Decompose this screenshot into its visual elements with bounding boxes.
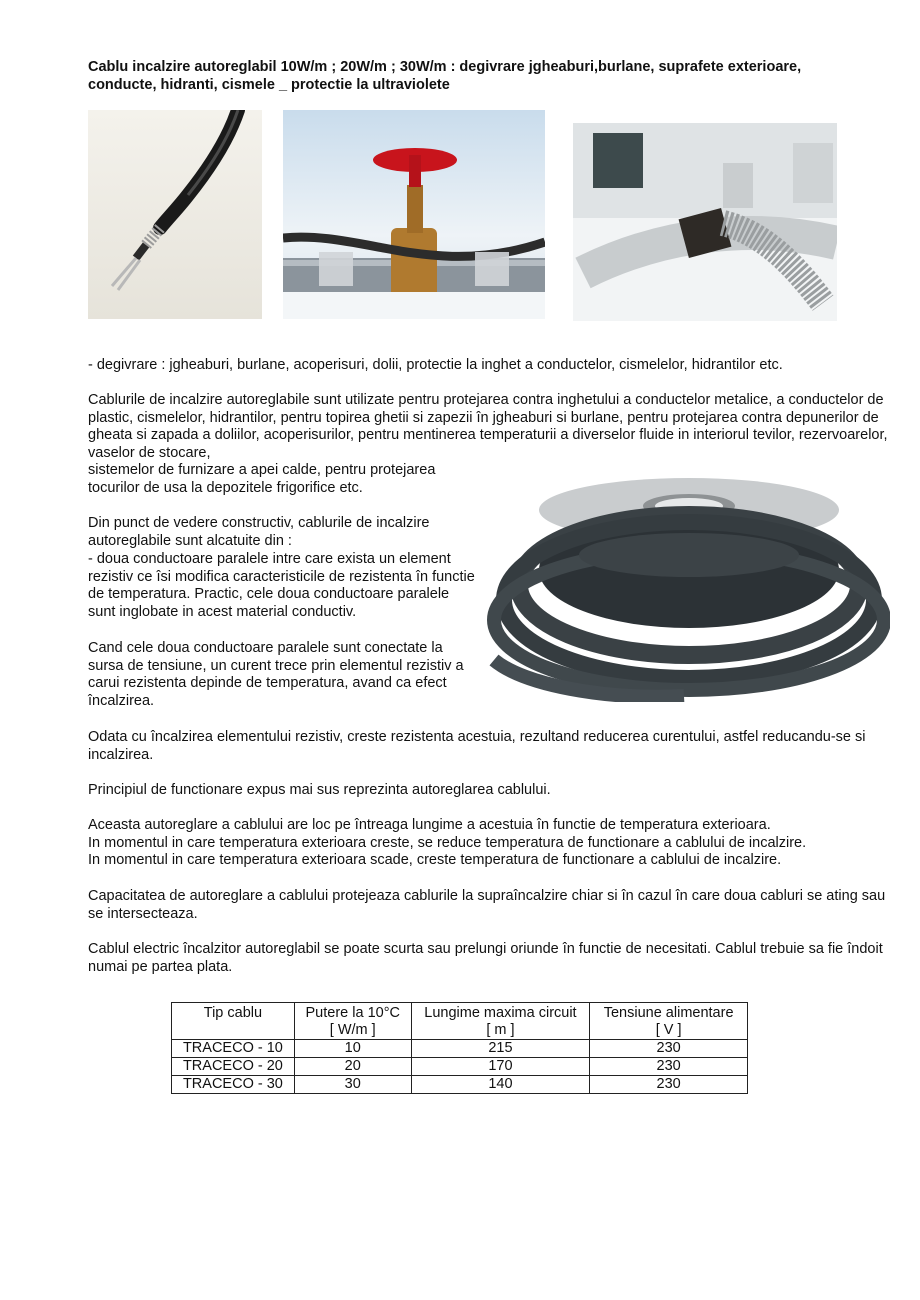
table-row	[172, 1076, 748, 1094]
table-row	[172, 1058, 748, 1076]
paragraph-autoregulation	[88, 817, 888, 870]
cell-voltage: 230	[590, 1058, 748, 1076]
table-row	[172, 1040, 748, 1058]
valve-in-snow-image	[283, 110, 545, 319]
cell-voltage: 230	[590, 1040, 748, 1058]
header-cable-type: Tip cablu	[172, 1003, 295, 1040]
table-header-row	[172, 1003, 748, 1040]
cell-type: TRACECO - 30	[172, 1076, 295, 1094]
paragraph-overheating: Capacitatea de autoreglare a cablului protejeaza cablurile la supraîncalzire chiar si în cazul în care doua cabluri se ating sau se intersecteaza.	[88, 888, 886, 922]
paragraph-current: Cand cele doua conductoare paralele sunt conectate la sursa de tensiune, un curent trece prin elementul rezistiv a carui rezistenta depinde de temperatura, avand ca efect încalzirea.	[88, 640, 464, 709]
paragraph-heating-effect: Odata cu încalzirea elementului rezistiv, creste rezistenta acestuia, rezultand reducerea curentului, astfel reducandu-se si incalzirea.	[88, 729, 866, 763]
paragraph-construction: Din punct de vedere constructiv, cablurile de incalzire autoreglabile sunt alcatuite din :	[88, 515, 430, 549]
cell-length: 140	[411, 1076, 590, 1094]
pipe-cable-image	[573, 123, 837, 321]
header-power: Putere la 10°C [ W/m ]	[294, 1003, 411, 1040]
cable-closeup-image	[88, 110, 262, 319]
paragraph-conductors: - doua conductoare paralele intre care exista un element rezistiv ce îsi modifica caracteristicile de rezistenta în functie de temperatura. Practic, cele doua conductoare paralele sunt inglobate in acest material conductiv.	[88, 551, 475, 620]
header-max-length: Lungime maxima circuit [ m ]	[411, 1003, 590, 1040]
paragraph-usage-cont: sistemelor de furnizare a apei calde, pentru protejarea tocurilor de usa la depozitele frigorifice etc.	[88, 462, 436, 496]
paragraph-principle: Principiul de functionare expus mai sus reprezinta autoreglarea cablului.	[88, 782, 551, 798]
autoregulation-line-1: Aceasta autoreglare a cablului are loc pe întreaga lungime a acestuia în functie de temperatura exterioara.	[88, 817, 771, 833]
header-voltage: Tensiune alimentare [ V ]	[590, 1003, 748, 1040]
autoregulation-line-2: In momentul in care temperatura exterioara creste, se reduce temperatura de functionare a cablului de incalzire.	[88, 834, 807, 851]
cell-type: TRACECO - 20	[172, 1058, 295, 1076]
paragraph-cutting: Cablul electric încalzitor autoreglabil se poate scurta sau prelungi oriunde în functie de necesitati. Cablul trebuie sa fie îndoit numai pe partea plata.	[88, 941, 883, 975]
paragraph-intro: - degivrare : jgheaburi, burlane, acoperisuri, dolii, protectie la inghet a conductelor, cismelelor, hidrantilor etc.	[88, 357, 783, 373]
cell-power: 20	[294, 1058, 411, 1076]
spec-table	[171, 1002, 748, 1094]
cell-power: 10	[294, 1040, 411, 1058]
autoregulation-line-3: In momentul in care temperatura exterioara scade, creste temperatura de functionare a cablului de incalzire.	[88, 852, 782, 869]
cell-type: TRACECO - 10	[172, 1040, 295, 1058]
cell-length: 215	[411, 1040, 590, 1058]
cable-spool-image	[484, 470, 890, 702]
cell-power: 30	[294, 1076, 411, 1094]
cell-voltage: 230	[590, 1076, 748, 1094]
paragraph-usage: Cablurile de incalzire autoreglabile sunt utilizate pentru protejarea contra inghetului a conductelor metalice, a conductelor de plastic, cismelelor, hidrantilor, pentru topirea ghetii si zapezii în jgheaburi si burlane, pentru protejarea contra depunerilor de gheata si zapada a doliilor, acoperisurilor, pentru mentinerea temperaturii a diverselor fluide in interiorul tevilor, rezervoarelor, vaselor de stocare,	[88, 392, 888, 461]
cell-length: 170	[411, 1058, 590, 1076]
page-title: Cablu incalzire autoreglabil 10W/m ; 20W/m ; 30W/m : degivrare jgheaburi,burlane, suprafete exterioare, conducte, hidranti, cismele _ protectie la ultraviolete	[88, 59, 802, 93]
